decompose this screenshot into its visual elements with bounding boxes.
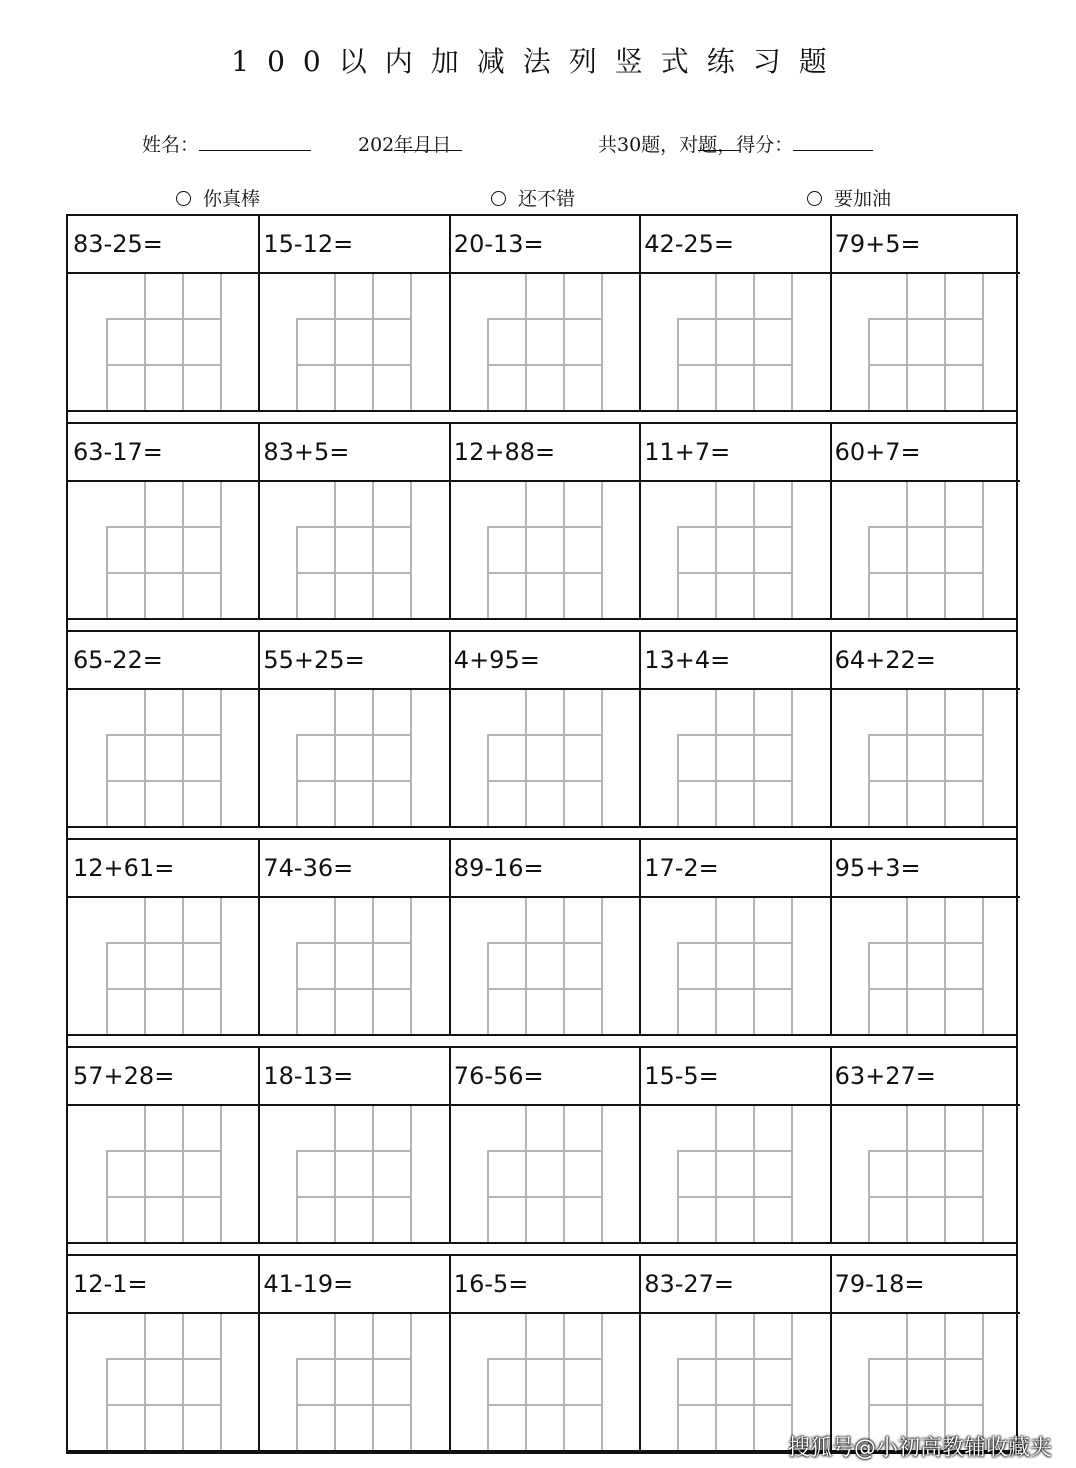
grid-line	[525, 690, 527, 826]
grid-line	[487, 734, 603, 736]
answer-grid[interactable]	[106, 898, 220, 1034]
problem-cell	[68, 1048, 258, 1242]
grid-line	[106, 364, 222, 366]
grid-line	[296, 318, 412, 320]
grid-line	[296, 1358, 412, 1360]
problem-text: 20-13=	[453, 230, 544, 258]
grid-line	[296, 1150, 412, 1152]
grid-line	[715, 898, 717, 1034]
problem-grid	[66, 214, 1018, 1454]
grid-line	[753, 1314, 755, 1450]
answer-grid[interactable]	[296, 690, 410, 826]
answer-grid[interactable]	[868, 690, 982, 826]
grid-line	[334, 1106, 336, 1242]
problem-text: 12+61=	[73, 854, 175, 882]
grid-line	[601, 690, 603, 826]
grid-line	[487, 572, 603, 574]
rating-option[interactable]	[176, 184, 260, 211]
problem-text: 65-22=	[73, 646, 163, 674]
problem-text: 83-25=	[73, 230, 163, 258]
answer-grid[interactable]	[868, 482, 982, 618]
grid-line	[334, 274, 336, 410]
problem-row	[68, 840, 1016, 1034]
answer-grid[interactable]	[868, 898, 982, 1034]
grid-line	[182, 1314, 184, 1450]
answer-grid[interactable]	[868, 274, 982, 410]
grid-line	[106, 780, 222, 782]
problem-cell	[449, 424, 639, 618]
answer-grid[interactable]	[487, 482, 601, 618]
grid-line	[106, 1404, 222, 1406]
problem-cell	[449, 632, 639, 826]
problem-cell	[258, 1256, 448, 1450]
answer-grid[interactable]	[487, 274, 601, 410]
answer-grid[interactable]	[106, 482, 220, 618]
correct-blank	[698, 130, 740, 151]
grid-line	[791, 1106, 793, 1242]
grid-line	[410, 274, 412, 410]
rating-options	[0, 184, 1076, 212]
grid-line	[563, 482, 565, 618]
grid-line	[791, 1314, 793, 1450]
grid-line	[944, 1106, 946, 1242]
grid-line	[677, 318, 793, 320]
problem-cell	[449, 216, 639, 410]
grid-line	[791, 898, 793, 1034]
problem-cell	[639, 424, 829, 618]
grid-line	[487, 364, 603, 366]
grid-line	[144, 690, 146, 826]
problem-cell	[449, 840, 639, 1034]
grid-line	[372, 1106, 374, 1242]
year-prefix: 202	[358, 134, 395, 156]
grid-line	[410, 1314, 412, 1450]
grid-line	[868, 734, 984, 736]
problem-cell	[639, 1256, 829, 1450]
grid-line	[106, 1150, 222, 1152]
problem-text: 83-27=	[644, 1270, 735, 1298]
score-label: 题，得分：	[698, 134, 794, 156]
problem-text: 63-17=	[73, 438, 163, 466]
day-label: 日	[432, 134, 452, 156]
grid-line	[106, 942, 222, 944]
score-field	[598, 130, 793, 157]
problem-cell	[830, 1256, 1020, 1450]
name-label: 姓名：	[142, 134, 200, 156]
answer-grid[interactable]	[296, 482, 410, 618]
problem-cell	[258, 424, 448, 618]
grid-line	[334, 898, 336, 1034]
grid-line	[791, 482, 793, 618]
grid-line	[334, 1314, 336, 1450]
grid-line	[677, 780, 793, 782]
grid-line	[220, 898, 222, 1034]
answer-grid[interactable]	[296, 1106, 410, 1242]
grid-line	[563, 690, 565, 826]
problem-text: 79+5=	[834, 230, 921, 258]
problem-text: 83+5=	[263, 438, 350, 466]
grid-line	[372, 690, 374, 826]
problem-cell	[639, 216, 829, 410]
problem-text: 15-12=	[263, 230, 354, 258]
grid-line	[182, 690, 184, 826]
watermark: 搜狐号@小初高教辅收藏夹	[787, 1436, 1052, 1461]
grid-line	[753, 690, 755, 826]
grid-line	[906, 1314, 908, 1450]
problem-text: 11+7=	[644, 438, 731, 466]
grid-line	[868, 526, 984, 528]
answer-grid[interactable]	[868, 1106, 982, 1242]
answer-grid[interactable]	[677, 690, 791, 826]
problem-cell	[68, 632, 258, 826]
problem-cell	[830, 424, 1020, 618]
answer-grid[interactable]	[106, 1106, 220, 1242]
grid-line	[487, 780, 603, 782]
problem-text: 18-13=	[263, 1062, 354, 1090]
problem-cell	[68, 216, 258, 410]
row-separator	[68, 410, 1016, 412]
problem-row	[68, 424, 1016, 618]
grid-line	[106, 1196, 222, 1198]
grid-line	[563, 1106, 565, 1242]
problem-cell	[639, 840, 829, 1034]
problem-cell	[68, 1256, 258, 1450]
grid-line	[715, 274, 717, 410]
answer-grid[interactable]	[677, 898, 791, 1034]
answer-grid[interactable]	[677, 1314, 791, 1450]
grid-line	[106, 572, 222, 574]
grid-line	[791, 274, 793, 410]
grid-line	[753, 1106, 755, 1242]
grid-line	[868, 364, 984, 366]
grid-line	[220, 1314, 222, 1450]
problem-cell	[830, 840, 1020, 1034]
day-blank	[432, 130, 462, 151]
problem-cell	[258, 216, 448, 410]
problem-text: 60+7=	[834, 438, 921, 466]
grid-line	[906, 898, 908, 1034]
grid-line	[715, 690, 717, 826]
answer-grid[interactable]	[106, 274, 220, 410]
grid-line	[601, 1106, 603, 1242]
grid-line	[144, 482, 146, 618]
grid-line	[677, 734, 793, 736]
grid-line	[868, 572, 984, 574]
grid-line	[410, 482, 412, 618]
grid-line	[487, 1196, 603, 1198]
answer-grid[interactable]	[106, 690, 220, 826]
grid-line	[106, 988, 222, 990]
name-field	[142, 130, 199, 157]
grid-line	[296, 1196, 412, 1198]
grid-line	[525, 1314, 527, 1450]
problem-text: 95+3=	[834, 854, 921, 882]
date-field	[358, 130, 451, 157]
grid-line	[525, 274, 527, 410]
total-label: 共30题，对	[598, 134, 699, 156]
grid-line	[372, 482, 374, 618]
grid-line	[220, 482, 222, 618]
grid-line	[296, 988, 412, 990]
problem-cell	[449, 1048, 639, 1242]
rating-option[interactable]	[807, 184, 891, 211]
answer-grid[interactable]	[296, 274, 410, 410]
grid-line	[106, 1358, 222, 1360]
grid-line	[487, 988, 603, 990]
grid-line	[868, 1150, 984, 1152]
grid-line	[182, 1106, 184, 1242]
grid-line	[525, 898, 527, 1034]
problem-cell	[258, 840, 448, 1034]
grid-line	[677, 572, 793, 574]
grid-line	[677, 526, 793, 528]
problem-text: 17-2=	[644, 854, 719, 882]
grid-line	[296, 364, 412, 366]
rating-label: 还不错	[518, 188, 576, 210]
grid-line	[906, 482, 908, 618]
grid-line	[601, 274, 603, 410]
circle-icon	[807, 191, 822, 206]
grid-line	[410, 898, 412, 1034]
grid-line	[182, 898, 184, 1034]
grid-line	[868, 780, 984, 782]
grid-line	[601, 482, 603, 618]
problem-text: 15-5=	[644, 1062, 719, 1090]
problem-text: 12+88=	[453, 438, 556, 466]
grid-line	[410, 690, 412, 826]
page-title: 100以内加减法列竖式练习题	[231, 45, 845, 78]
rating-option[interactable]	[491, 184, 575, 211]
grid-line	[106, 526, 222, 528]
grid-line	[296, 1404, 412, 1406]
answer-grid[interactable]	[868, 1314, 982, 1450]
row-separator	[68, 1034, 1016, 1036]
problem-row	[68, 1048, 1016, 1242]
row-separator	[68, 826, 1016, 828]
grid-line	[220, 690, 222, 826]
row-separator	[68, 618, 1016, 620]
rating-label: 要加油	[834, 188, 892, 210]
grid-line	[715, 482, 717, 618]
circle-icon	[176, 191, 191, 206]
grid-line	[296, 942, 412, 944]
answer-grid[interactable]	[106, 1314, 220, 1450]
problem-cell	[639, 1048, 829, 1242]
grid-line	[601, 1314, 603, 1450]
problem-row	[68, 216, 1016, 410]
problem-text: 89-16=	[453, 854, 544, 882]
grid-line	[563, 898, 565, 1034]
grid-line	[677, 942, 793, 944]
grid-line	[753, 898, 755, 1034]
problem-text: 76-56=	[453, 1062, 544, 1090]
grid-line	[372, 1314, 374, 1450]
grid-line	[144, 898, 146, 1034]
grid-line	[487, 526, 603, 528]
problem-cell	[830, 216, 1020, 410]
grid-line	[220, 1106, 222, 1242]
grid-line	[944, 482, 946, 618]
grid-line	[753, 482, 755, 618]
grid-line	[182, 482, 184, 618]
problem-text: 4+95=	[453, 646, 540, 674]
grid-line	[677, 1404, 793, 1406]
problem-cell	[258, 1048, 448, 1242]
circle-icon	[491, 191, 506, 206]
problem-text: 64+22=	[834, 646, 936, 674]
year-label: 年	[394, 134, 414, 156]
problem-row	[68, 1256, 1016, 1450]
grid-line	[677, 988, 793, 990]
problem-text: 42-25=	[644, 230, 735, 258]
grid-line	[487, 1150, 603, 1152]
grid-line	[906, 274, 908, 410]
problem-cell	[258, 632, 448, 826]
grid-line	[296, 526, 412, 528]
problem-row	[68, 632, 1016, 826]
answer-grid[interactable]	[487, 1314, 601, 1450]
answer-grid[interactable]	[487, 1106, 601, 1242]
problem-cell	[830, 632, 1020, 826]
grid-line	[372, 274, 374, 410]
answer-grid[interactable]	[487, 690, 601, 826]
answer-grid[interactable]	[677, 1106, 791, 1242]
problem-text: 74-36=	[263, 854, 354, 882]
grid-line	[601, 898, 603, 1034]
grid-line	[868, 1358, 984, 1360]
grid-line	[525, 482, 527, 618]
problem-cell	[830, 1048, 1020, 1242]
grid-line	[944, 274, 946, 410]
grid-line	[144, 274, 146, 410]
grid-line	[677, 364, 793, 366]
grid-line	[296, 734, 412, 736]
grid-line	[982, 1106, 984, 1242]
problem-text: 57+28=	[73, 1062, 175, 1090]
grid-line	[868, 988, 984, 990]
grid-line	[715, 1106, 717, 1242]
grid-line	[334, 482, 336, 618]
row-separator	[68, 1242, 1016, 1244]
problem-text: 16-5=	[453, 1270, 529, 1298]
grid-line	[791, 690, 793, 826]
grid-line	[144, 1106, 146, 1242]
problem-text: 55+25=	[263, 646, 365, 674]
name-blank	[199, 130, 311, 151]
grid-line	[944, 690, 946, 826]
problem-cell	[68, 424, 258, 618]
answer-grid[interactable]	[296, 898, 410, 1034]
grid-line	[106, 734, 222, 736]
grid-line	[982, 690, 984, 826]
problem-text: 12-1=	[73, 1270, 148, 1298]
grid-line	[563, 1314, 565, 1450]
grid-line	[563, 274, 565, 410]
grid-line	[906, 690, 908, 826]
rating-label: 你真棒	[203, 188, 261, 210]
problem-cell	[639, 632, 829, 826]
grid-line	[677, 1196, 793, 1198]
grid-line	[487, 1404, 603, 1406]
problem-cell	[449, 1256, 639, 1450]
grid-line	[906, 1106, 908, 1242]
grid-line	[944, 898, 946, 1034]
grid-line	[982, 1314, 984, 1450]
grid-line	[144, 1314, 146, 1450]
answer-grid[interactable]	[677, 274, 791, 410]
grid-line	[868, 1404, 984, 1406]
grid-line	[106, 318, 222, 320]
grid-line	[677, 1358, 793, 1360]
grid-line	[982, 898, 984, 1034]
grid-line	[334, 690, 336, 826]
grid-line	[487, 1358, 603, 1360]
grid-line	[677, 1150, 793, 1152]
grid-line	[487, 942, 603, 944]
grid-line	[410, 1106, 412, 1242]
problem-text: 63+27=	[834, 1062, 936, 1090]
grid-line	[372, 898, 374, 1034]
grid-line	[868, 942, 984, 944]
grid-line	[982, 482, 984, 618]
grid-line	[182, 274, 184, 410]
grid-line	[525, 1106, 527, 1242]
grid-line	[944, 1314, 946, 1450]
problem-cell	[68, 840, 258, 1034]
grid-line	[296, 572, 412, 574]
grid-line	[753, 274, 755, 410]
grid-line	[868, 318, 984, 320]
problem-text: 41-19=	[263, 1270, 354, 1298]
answer-grid[interactable]	[296, 1314, 410, 1450]
grid-line	[296, 780, 412, 782]
problem-text: 13+4=	[644, 646, 731, 674]
answer-grid[interactable]	[487, 898, 601, 1034]
score-blank	[793, 130, 873, 151]
student-info-line	[142, 130, 962, 160]
grid-line	[220, 274, 222, 410]
month-label: 月	[413, 134, 433, 156]
problem-text: 79-18=	[834, 1270, 925, 1298]
answer-grid[interactable]	[677, 482, 791, 618]
grid-line	[715, 1314, 717, 1450]
grid-line	[868, 1196, 984, 1198]
grid-line	[982, 274, 984, 410]
grid-line	[487, 318, 603, 320]
